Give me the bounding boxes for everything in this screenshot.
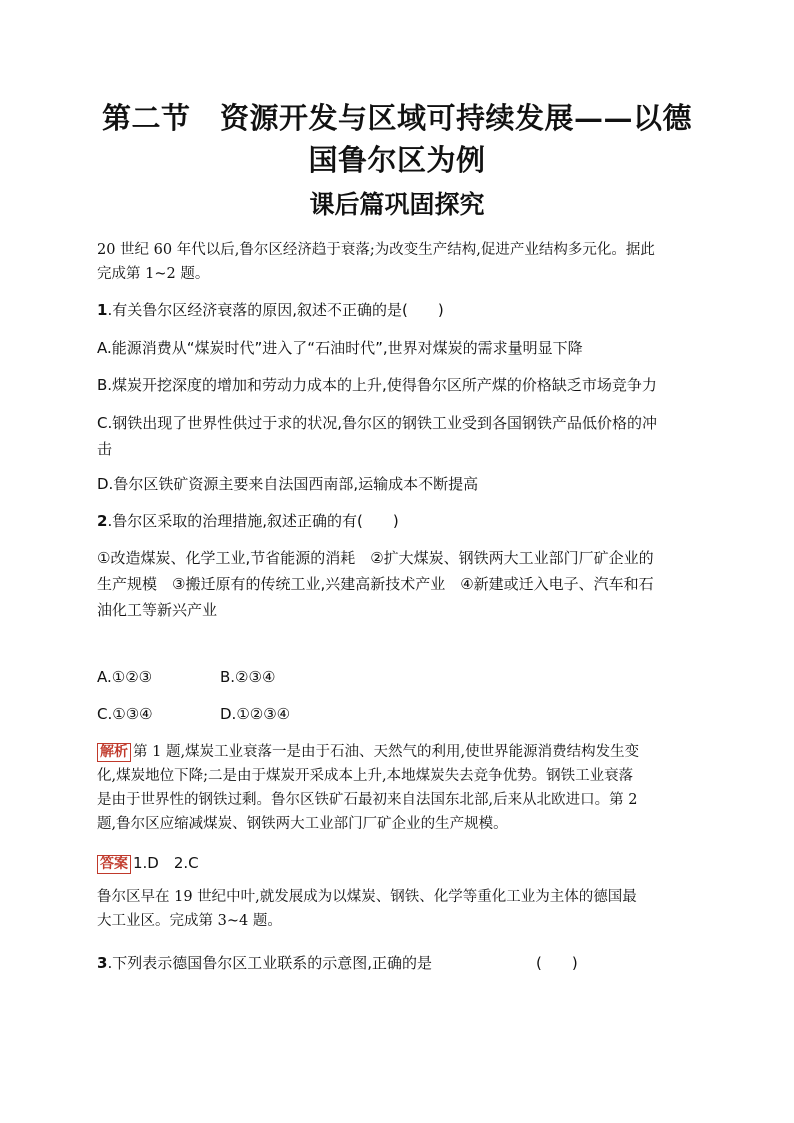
analysis-tag: 解析 bbox=[97, 743, 131, 762]
question-3-answer-paren: ( ) bbox=[536, 954, 578, 972]
question-2-number: 2 bbox=[97, 512, 108, 530]
q2-option-a: A.①②③ bbox=[97, 668, 153, 686]
question-2-stem: .鲁尔区采取的治理措施,叙述正确的有( ) bbox=[107, 512, 399, 530]
question-1-number: 1 bbox=[97, 301, 108, 319]
q2-option-b: B.②③④ bbox=[220, 668, 276, 686]
intro1-line2: 完成第 1~2 题。 bbox=[97, 266, 210, 282]
intro1-line1: 20 世纪 60 年代以后,鲁尔区经济趋于衰落;为改变生产结构,促进产业结构多元化。据此 bbox=[97, 242, 655, 258]
analysis-line4: 题,鲁尔区应缩减煤炭、钢铁两大工业部门厂矿企业的生产规模。 bbox=[97, 816, 508, 832]
intro-paragraph-1 bbox=[97, 238, 697, 286]
section-title-line2: 国鲁尔区为例 bbox=[308, 143, 486, 177]
intro2-line1: 鲁尔区早在 19 世纪中叶,就发展成为以煤炭、钢铁、化学等重化工业为主体的德国最 bbox=[97, 889, 637, 905]
intro2-line2: 大工业区。完成第 3~4 题。 bbox=[97, 913, 282, 929]
q1-option-b: B.煤炭开挖深度的增加和劳动力成本的上升,使得鲁尔区所产煤的价格缺乏市场竞争力 bbox=[97, 376, 657, 394]
q2-option-d: D.①②③④ bbox=[220, 705, 291, 723]
q1-option-c-line2: 击 bbox=[97, 440, 113, 458]
answer-block bbox=[97, 850, 697, 876]
question-3-number: 3 bbox=[97, 954, 108, 972]
q1-option-a: A.能源消费从“煤炭时代”进入了“石油时代”,世界对煤炭的需求量明显下降 bbox=[97, 339, 583, 357]
q1-option-c bbox=[97, 410, 697, 462]
section-title-line1: 第二节 资源开发与区域可持续发展——以德 bbox=[101, 101, 692, 135]
q2-option-c: C.①③④ bbox=[97, 705, 153, 723]
analysis-block bbox=[97, 740, 697, 836]
analysis-line2: 化,煤炭地位下降;二是由于煤炭开采成本上升,本地煤炭失去竞争优势。钢铁工业衰落 bbox=[97, 768, 634, 784]
intro-paragraph-2 bbox=[97, 885, 697, 933]
q1-option-c-line1: C.钢铁出现了世界性供过于求的状况,鲁尔区的钢铁工业受到各国钢铁产品低价格的冲 bbox=[97, 414, 658, 432]
question-3 bbox=[97, 950, 697, 976]
page-subtitle: 课后篇巩固探究 bbox=[309, 190, 485, 219]
q2-statements-line2: 生产规模 ③搬迁原有的传统工业,兴建高新技术产业 ④新建或迁入电子、汽车和石 bbox=[97, 575, 654, 593]
q2-statements-line3: 油化工等新兴产业 bbox=[97, 601, 218, 619]
question-1 bbox=[97, 297, 697, 323]
analysis-line1: 第 1 题,煤炭工业衰落一是由于石油、天然气的利用,使世界能源消费结构发生变 bbox=[133, 744, 640, 760]
q2-statements-line1: ①改造煤炭、化学工业,节省能源的消耗 ②扩大煤炭、钢铁两大工业部门厂矿企业的 bbox=[97, 549, 654, 567]
question-3-stem: .下列表示德国鲁尔区工业联系的示意图,正确的是 bbox=[107, 954, 432, 972]
answer-tag: 答案 bbox=[97, 855, 131, 874]
question-2 bbox=[97, 508, 697, 534]
q2-statements bbox=[97, 545, 697, 623]
q1-option-d: D.鲁尔区铁矿资源主要来自法国西南部,运输成本不断提高 bbox=[97, 475, 479, 493]
analysis-line3: 是由于世界性的钢铁过剩。鲁尔区铁矿石最初来自法国东北部,后来从北欧进口。第 2 bbox=[97, 792, 638, 808]
question-1-stem: .有关鲁尔区经济衰落的原因,叙述不正确的是( ) bbox=[107, 301, 444, 319]
answer-text: 1.D 2.C bbox=[133, 854, 199, 872]
